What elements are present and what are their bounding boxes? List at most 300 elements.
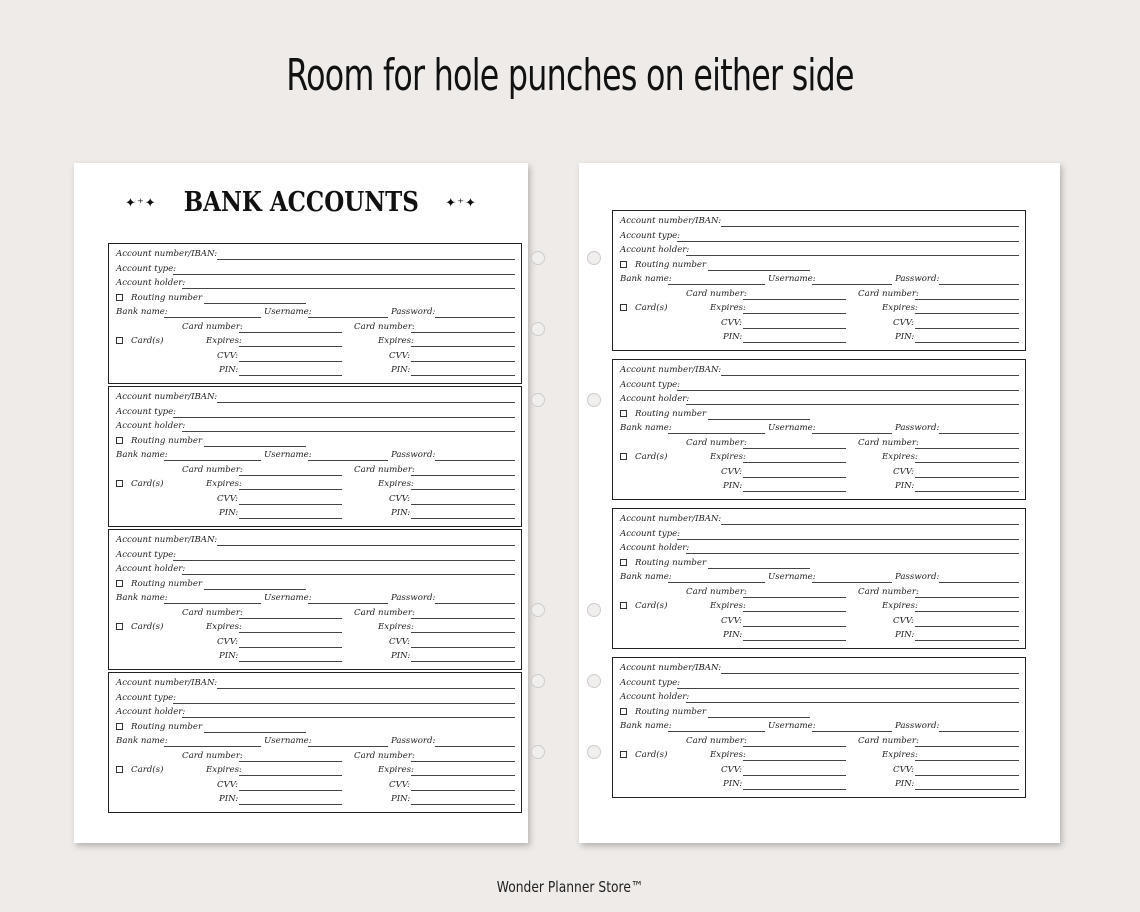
account-type-label: Account type:: [116, 264, 177, 274]
account-card: [108, 529, 522, 670]
password-label: Password:: [895, 721, 940, 731]
card-number-1-label: Card number:: [182, 322, 243, 332]
account-type-row: [613, 529, 1025, 540]
account-type-field[interactable]: [173, 703, 515, 704]
account-type-row: [109, 550, 521, 561]
password-row: [613, 721, 1025, 732]
expires-2-row: [109, 765, 521, 776]
pin-2-row: [109, 651, 521, 662]
cvv-2-label: CVV:: [389, 494, 411, 504]
routing-number-label: Routing number: [131, 579, 203, 589]
account-type-field[interactable]: [677, 539, 1019, 540]
expires-2-label: Expires:: [378, 479, 414, 489]
account-number-field[interactable]: [721, 673, 1019, 674]
hole-punch-mark: [587, 603, 601, 617]
card-number-2-field[interactable]: [411, 332, 515, 333]
expires-2-label: Expires:: [882, 601, 918, 611]
card-number-2-row: [613, 587, 1025, 598]
username-label: Username:: [768, 572, 816, 582]
account-holder-label: Account holder:: [620, 394, 690, 404]
pin-2-row: [613, 332, 1025, 343]
account-holder-field[interactable]: [182, 574, 515, 575]
cards-label: Card(s): [131, 479, 164, 489]
routing-number-field[interactable]: [708, 270, 810, 271]
account-holder-row: [109, 564, 521, 575]
card-number-1-label: Card number:: [182, 465, 243, 475]
pin-2-label: PIN:: [895, 630, 915, 640]
routing-number-checkbox[interactable]: [620, 708, 627, 715]
routing-number-field[interactable]: [204, 589, 306, 590]
expires-2-field[interactable]: [915, 313, 1019, 314]
account-holder-row: [613, 543, 1025, 554]
footer-brand: Wonder Planner Store™: [496, 878, 644, 896]
cvv-1-label: CVV:: [721, 318, 743, 328]
account-type-label: Account type:: [620, 678, 681, 688]
account-type-row: [613, 380, 1025, 391]
pin-2-field[interactable]: [915, 640, 1019, 641]
cvv-1-label: CVV:: [217, 780, 239, 790]
password-field[interactable]: [939, 582, 1019, 583]
account-holder-label: Account holder:: [620, 245, 690, 255]
pin-2-label: PIN:: [391, 508, 411, 518]
right-page: [579, 163, 1060, 843]
account-holder-field[interactable]: [686, 404, 1019, 405]
account-number-field[interactable]: [217, 259, 515, 260]
password-row: [109, 593, 521, 604]
headline: Room for hole punches on either side: [286, 50, 854, 101]
routing-number-field[interactable]: [204, 446, 306, 447]
pin-1-label: PIN:: [723, 779, 743, 789]
account-number-row: [109, 678, 521, 689]
cvv-2-row: [613, 765, 1025, 776]
account-type-label: Account type:: [116, 550, 177, 560]
account-type-field[interactable]: [173, 417, 515, 418]
bank-name-label: Bank name:: [116, 593, 168, 603]
account-type-label: Account type:: [620, 529, 681, 539]
expires-2-field[interactable]: [411, 346, 515, 347]
account-holder-field[interactable]: [182, 717, 515, 718]
expires-2-field[interactable]: [915, 611, 1019, 612]
pin-1-label: PIN:: [723, 630, 743, 640]
expires-1-label: Expires:: [710, 303, 746, 313]
expires-2-label: Expires:: [378, 336, 414, 346]
cvv-2-label: CVV:: [893, 616, 915, 626]
expires-2-label: Expires:: [882, 303, 918, 313]
account-number-label: Account number/IBAN:: [620, 663, 722, 673]
account-type-label: Account type:: [620, 231, 681, 241]
routing-number-label: Routing number: [131, 293, 203, 303]
routing-number-field[interactable]: [708, 419, 810, 420]
routing-number-field[interactable]: [204, 303, 306, 304]
routing-number-label: Routing number: [131, 436, 203, 446]
bank-name-label: Bank name:: [116, 450, 168, 460]
routing-number-checkbox[interactable]: [620, 261, 627, 268]
account-card: [108, 386, 522, 527]
password-field[interactable]: [435, 746, 515, 747]
hole-punch-mark: [531, 322, 545, 336]
card-number-2-label: Card number:: [858, 587, 919, 597]
account-number-row: [109, 249, 521, 260]
card-number-2-label: Card number:: [858, 736, 919, 746]
routing-number-row: [109, 722, 521, 733]
routing-number-label: Routing number: [635, 409, 707, 419]
card-number-2-field[interactable]: [411, 475, 515, 476]
expires-2-field[interactable]: [915, 760, 1019, 761]
account-number-row: [613, 365, 1025, 376]
routing-number-checkbox[interactable]: [116, 294, 123, 301]
sparkle-icon: ✦⁺✦: [445, 196, 477, 211]
account-holder-label: Account holder:: [116, 564, 186, 574]
pin-2-row: [613, 481, 1025, 492]
account-number-field[interactable]: [721, 524, 1019, 525]
card-number-1-label: Card number:: [686, 736, 747, 746]
username-label: Username:: [768, 721, 816, 731]
cvv-2-field[interactable]: [411, 647, 515, 648]
pin-2-field[interactable]: [411, 661, 515, 662]
password-row: [109, 450, 521, 461]
account-type-field[interactable]: [173, 560, 515, 561]
pin-2-field[interactable]: [915, 491, 1019, 492]
username-label: Username:: [264, 593, 312, 603]
cvv-2-field[interactable]: [915, 626, 1019, 627]
card-number-2-field[interactable]: [915, 299, 1019, 300]
cvv-1-label: CVV:: [217, 351, 239, 361]
expires-1-label: Expires:: [206, 479, 242, 489]
expires-1-label: Expires:: [206, 336, 242, 346]
username-label: Username:: [264, 450, 312, 460]
pin-2-field[interactable]: [411, 375, 515, 376]
routing-number-field[interactable]: [204, 732, 306, 733]
cvv-2-label: CVV:: [389, 780, 411, 790]
hole-punch-mark: [531, 251, 545, 265]
card-number-2-field[interactable]: [411, 761, 515, 762]
bank-name-label: Bank name:: [620, 423, 672, 433]
account-holder-label: Account holder:: [620, 692, 690, 702]
account-number-label: Account number/IBAN:: [620, 365, 722, 375]
hole-punch-mark: [531, 393, 545, 407]
routing-number-field[interactable]: [708, 568, 810, 569]
account-holder-row: [613, 394, 1025, 405]
pin-1-label: PIN:: [723, 332, 743, 342]
routing-number-label: Routing number: [635, 260, 707, 270]
password-field[interactable]: [939, 433, 1019, 434]
pin-2-row: [109, 508, 521, 519]
account-type-field[interactable]: [677, 390, 1019, 391]
cvv-1-label: CVV:: [721, 765, 743, 775]
routing-number-checkbox[interactable]: [620, 410, 627, 417]
cards-label: Card(s): [635, 750, 668, 760]
expires-2-label: Expires:: [882, 452, 918, 462]
routing-number-row: [613, 558, 1025, 569]
account-number-row: [109, 392, 521, 403]
card-number-2-label: Card number:: [354, 465, 415, 475]
cards-label: Card(s): [635, 601, 668, 611]
cvv-2-row: [109, 637, 521, 648]
cvv-2-row: [109, 780, 521, 791]
cvv-2-field[interactable]: [411, 790, 515, 791]
account-holder-label: Account holder:: [116, 707, 186, 717]
cvv-2-row: [613, 616, 1025, 627]
account-number-field[interactable]: [217, 545, 515, 546]
account-number-label: Account number/IBAN:: [116, 392, 218, 402]
account-holder-row: [109, 707, 521, 718]
card-number-2-row: [613, 289, 1025, 300]
card-number-2-field[interactable]: [915, 746, 1019, 747]
pin-2-row: [109, 365, 521, 376]
account-holder-row: [109, 421, 521, 432]
card-number-1-label: Card number:: [182, 751, 243, 761]
password-field[interactable]: [435, 317, 515, 318]
account-number-field[interactable]: [217, 402, 515, 403]
password-label: Password:: [895, 572, 940, 582]
account-holder-field[interactable]: [182, 288, 515, 289]
account-card: [108, 243, 522, 384]
hole-punch-mark: [587, 251, 601, 265]
expires-2-row: [613, 601, 1025, 612]
account-holder-label: Account holder:: [116, 421, 186, 431]
pin-1-label: PIN:: [219, 365, 239, 375]
account-type-label: Account type:: [116, 407, 177, 417]
account-number-field[interactable]: [721, 226, 1019, 227]
account-holder-label: Account holder:: [620, 543, 690, 553]
cards-label: Card(s): [131, 765, 164, 775]
cvv-2-label: CVV:: [389, 637, 411, 647]
account-card: [612, 657, 1026, 798]
account-type-row: [613, 678, 1025, 689]
account-number-label: Account number/IBAN:: [620, 514, 722, 524]
account-type-row: [613, 231, 1025, 242]
pin-2-field[interactable]: [915, 789, 1019, 790]
card-number-2-row: [109, 322, 521, 333]
routing-number-row: [613, 409, 1025, 420]
expires-2-label: Expires:: [882, 750, 918, 760]
username-label: Username:: [768, 423, 816, 433]
expires-2-row: [613, 303, 1025, 314]
pin-2-row: [613, 779, 1025, 790]
pin-2-label: PIN:: [895, 779, 915, 789]
cvv-1-label: CVV:: [217, 494, 239, 504]
routing-number-checkbox[interactable]: [116, 723, 123, 730]
pin-2-field[interactable]: [411, 804, 515, 805]
bank-name-label: Bank name:: [620, 274, 672, 284]
account-type-field[interactable]: [677, 241, 1019, 242]
expires-2-field[interactable]: [411, 632, 515, 633]
expires-2-row: [613, 750, 1025, 761]
routing-number-label: Routing number: [635, 707, 707, 717]
password-row: [109, 307, 521, 318]
account-number-label: Account number/IBAN:: [620, 216, 722, 226]
account-card: [612, 508, 1026, 649]
account-type-row: [109, 407, 521, 418]
cvv-2-field[interactable]: [915, 477, 1019, 478]
password-label: Password:: [391, 593, 436, 603]
pin-2-label: PIN:: [391, 365, 411, 375]
password-label: Password:: [391, 450, 436, 460]
card-number-2-field[interactable]: [411, 618, 515, 619]
expires-1-label: Expires:: [206, 765, 242, 775]
card-number-1-label: Card number:: [686, 438, 747, 448]
pin-2-field[interactable]: [915, 342, 1019, 343]
expires-2-field[interactable]: [411, 489, 515, 490]
password-field[interactable]: [435, 460, 515, 461]
routing-number-row: [613, 260, 1025, 271]
password-row: [613, 274, 1025, 285]
hole-punch-mark: [531, 674, 545, 688]
hole-punch-mark: [531, 603, 545, 617]
account-number-field[interactable]: [217, 688, 515, 689]
hole-punch-mark: [587, 745, 601, 759]
card-number-1-label: Card number:: [182, 608, 243, 618]
account-holder-row: [109, 278, 521, 289]
pin-2-field[interactable]: [411, 518, 515, 519]
password-label: Password:: [391, 307, 436, 317]
card-number-2-field[interactable]: [915, 597, 1019, 598]
routing-number-checkbox[interactable]: [620, 559, 627, 566]
routing-number-checkbox[interactable]: [116, 437, 123, 444]
cvv-1-label: CVV:: [721, 616, 743, 626]
account-holder-field[interactable]: [686, 553, 1019, 554]
cvv-2-field[interactable]: [915, 328, 1019, 329]
expires-1-label: Expires:: [206, 622, 242, 632]
pin-2-label: PIN:: [895, 332, 915, 342]
account-number-label: Account number/IBAN:: [116, 678, 218, 688]
pin-1-label: PIN:: [219, 794, 239, 804]
routing-number-row: [109, 579, 521, 590]
password-label: Password:: [391, 736, 436, 746]
pin-1-label: PIN:: [219, 651, 239, 661]
password-row: [613, 423, 1025, 434]
pin-2-row: [613, 630, 1025, 641]
expires-1-label: Expires:: [710, 452, 746, 462]
routing-number-row: [613, 707, 1025, 718]
account-holder-row: [613, 692, 1025, 703]
routing-number-field[interactable]: [708, 717, 810, 718]
account-holder-field[interactable]: [686, 255, 1019, 256]
bank-name-label: Bank name:: [116, 736, 168, 746]
account-card: [612, 359, 1026, 500]
account-holder-label: Account holder:: [116, 278, 186, 288]
bank-name-label: Bank name:: [116, 307, 168, 317]
account-card: [612, 210, 1026, 351]
cvv-2-row: [613, 467, 1025, 478]
bank-name-label: Bank name:: [620, 721, 672, 731]
pin-2-label: PIN:: [391, 651, 411, 661]
cvv-1-label: CVV:: [217, 637, 239, 647]
account-number-label: Account number/IBAN:: [116, 249, 218, 259]
cvv-2-row: [109, 494, 521, 505]
cvv-2-label: CVV:: [893, 318, 915, 328]
account-holder-field[interactable]: [182, 431, 515, 432]
left-page: [74, 163, 528, 843]
expires-2-field[interactable]: [915, 462, 1019, 463]
card-number-1-label: Card number:: [686, 587, 747, 597]
card-number-1-label: Card number:: [686, 289, 747, 299]
password-field[interactable]: [435, 603, 515, 604]
pin-1-label: PIN:: [219, 508, 239, 518]
cvv-2-label: CVV:: [893, 467, 915, 477]
cards-label: Card(s): [131, 336, 164, 346]
account-type-field[interactable]: [173, 274, 515, 275]
account-type-field[interactable]: [677, 688, 1019, 689]
card-number-2-row: [613, 438, 1025, 449]
routing-number-label: Routing number: [635, 558, 707, 568]
expires-2-row: [109, 336, 521, 347]
account-type-label: Account type:: [116, 693, 177, 703]
hole-punch-mark: [587, 393, 601, 407]
password-label: Password:: [895, 423, 940, 433]
pin-1-label: PIN:: [723, 481, 743, 491]
cvv-2-field[interactable]: [411, 504, 515, 505]
expires-2-row: [613, 452, 1025, 463]
card-number-2-row: [109, 608, 521, 619]
cvv-1-label: CVV:: [721, 467, 743, 477]
account-number-row: [613, 663, 1025, 674]
cvv-2-row: [613, 318, 1025, 329]
expires-2-row: [109, 622, 521, 633]
password-field[interactable]: [939, 284, 1019, 285]
username-label: Username:: [768, 274, 816, 284]
account-holder-row: [613, 245, 1025, 256]
pin-2-label: PIN:: [895, 481, 915, 491]
routing-number-checkbox[interactable]: [116, 580, 123, 587]
card-number-2-row: [109, 751, 521, 762]
username-label: Username:: [264, 307, 312, 317]
account-type-row: [109, 693, 521, 704]
cvv-2-label: CVV:: [893, 765, 915, 775]
card-number-2-label: Card number:: [354, 608, 415, 618]
expires-1-label: Expires:: [710, 750, 746, 760]
account-number-row: [613, 514, 1025, 525]
account-holder-field[interactable]: [686, 702, 1019, 703]
page-title: ✦⁺✦ BANK ACCOUNTS ✦⁺✦: [125, 187, 477, 218]
bank-name-label: Bank name:: [620, 572, 672, 582]
card-number-2-label: Card number:: [858, 289, 919, 299]
routing-number-row: [109, 436, 521, 447]
card-number-2-row: [613, 736, 1025, 747]
password-field[interactable]: [939, 731, 1019, 732]
card-number-2-label: Card number:: [354, 322, 415, 332]
password-label: Password:: [895, 274, 940, 284]
expires-2-label: Expires:: [378, 765, 414, 775]
account-number-label: Account number/IBAN:: [116, 535, 218, 545]
account-type-label: Account type:: [620, 380, 681, 390]
pin-2-row: [109, 794, 521, 805]
card-number-2-row: [109, 465, 521, 476]
cvv-2-field[interactable]: [411, 361, 515, 362]
cards-label: Card(s): [635, 303, 668, 313]
cvv-2-row: [109, 351, 521, 362]
expires-2-field[interactable]: [411, 775, 515, 776]
account-number-row: [613, 216, 1025, 227]
card-number-2-field[interactable]: [915, 448, 1019, 449]
cards-label: Card(s): [635, 452, 668, 462]
expires-2-label: Expires:: [378, 622, 414, 632]
expires-1-label: Expires:: [710, 601, 746, 611]
card-number-2-label: Card number:: [354, 751, 415, 761]
password-row: [613, 572, 1025, 583]
account-type-row: [109, 264, 521, 275]
hole-punch-mark: [587, 674, 601, 688]
account-number-row: [109, 535, 521, 546]
cvv-2-label: CVV:: [389, 351, 411, 361]
expires-2-row: [109, 479, 521, 490]
pin-2-label: PIN:: [391, 794, 411, 804]
cvv-2-field[interactable]: [915, 775, 1019, 776]
cards-label: Card(s): [131, 622, 164, 632]
account-number-field[interactable]: [721, 375, 1019, 376]
hole-punch-mark: [531, 745, 545, 759]
password-row: [109, 736, 521, 747]
